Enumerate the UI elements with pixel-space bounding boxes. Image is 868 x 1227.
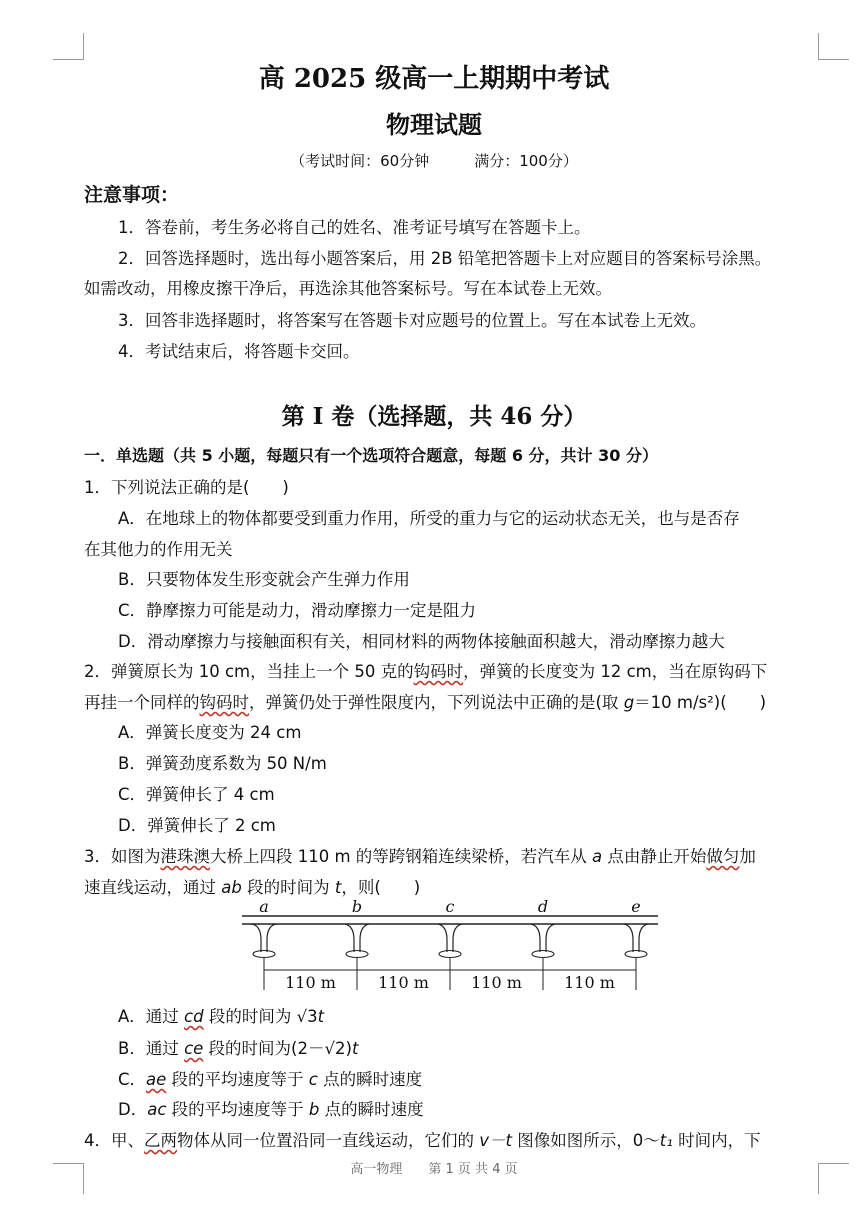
q2-stem bbox=[84, 658, 767, 682]
q1-option-a: A．在地球上的物体都要受到重力作用，所受的重力与它的运动状态无关，也与是否存 bbox=[118, 509, 740, 528]
q2-option-d: D．弹簧伸长了 2 cm bbox=[118, 816, 276, 835]
notice-heading: 注意事项： bbox=[84, 184, 180, 206]
q1-option-a-cont: 在其他力的作用无关 bbox=[84, 540, 233, 559]
q3-option-part: 段的平均速度等于 bbox=[166, 1100, 309, 1119]
q3-option-part: 段的平均速度等于 bbox=[166, 1070, 309, 1089]
q3-option-part: 段的时间为 √3 bbox=[203, 1007, 318, 1026]
section-title: 第 I 卷（选择题，共 46 分） bbox=[281, 403, 587, 430]
q1-option-b: B．只要物体发生形变就会产生弹力作用 bbox=[118, 570, 410, 589]
q3-stem bbox=[84, 843, 756, 867]
bridge-pier bbox=[438, 924, 462, 990]
q2-stem-part: ＝10 m/s²)( ) bbox=[634, 693, 767, 712]
section-subtitle: 一．单选题（共 5 小题，每题只有一个选项符合题意，每题 6 分，共计 30 分） bbox=[84, 446, 658, 465]
notice-item-2: 2．回答选择题时，选出每小题答案后，用 2B 铅笔把答题卡上对应题目的答案标号涂黑。 bbox=[118, 249, 772, 268]
bridge-point-label: a bbox=[259, 900, 269, 916]
q3-stem-part: 点由静止开始 bbox=[602, 847, 707, 866]
exam-info: （考试时间：60分钟 满分：100分） bbox=[290, 152, 578, 170]
q3-option-part: 点的瞬时速度 bbox=[317, 1070, 423, 1089]
crop-mark-top-right bbox=[818, 33, 849, 60]
q3-option-c bbox=[118, 1066, 422, 1090]
bridge-pier bbox=[531, 924, 555, 990]
q4-t1: t₁ bbox=[659, 1131, 673, 1150]
q3-segment-ab: ab bbox=[221, 878, 242, 897]
q1-stem: 1．下列说法正确的是( ) bbox=[84, 478, 289, 497]
q4-stem-part: 物体从同一位置沿同一直线运动，它们的 bbox=[177, 1131, 480, 1150]
q3-option-t: t bbox=[351, 1039, 359, 1058]
q2-stem-part: ，弹簧仍处于弹性限度内，下列说法中正确的是(取 bbox=[249, 693, 624, 712]
q2-option-c: C．弹簧伸长了 4 cm bbox=[118, 785, 275, 804]
bridge-point-label: d bbox=[537, 900, 549, 916]
q2-g-symbol: g bbox=[623, 693, 635, 712]
bridge-point-label: c bbox=[445, 900, 455, 916]
q2-stem-marked: 钩码时 bbox=[199, 693, 249, 712]
q3-option-part: B．通过 bbox=[118, 1039, 185, 1058]
q2-stem-cont bbox=[84, 689, 766, 713]
notice-item-3: 3．回答非选择题时，将答案写在答题卡对应题号的位置上。写在本试卷上无效。 bbox=[118, 311, 706, 330]
q3-stem-part: 大桥上四段 110 m 的等跨钢箱连续梁桥，若汽车从 bbox=[210, 847, 593, 866]
q1-option-c: C．静摩擦力可能是动力，滑动摩擦力一定是阻力 bbox=[118, 601, 477, 620]
q3-segment-cd: cd bbox=[184, 1007, 204, 1026]
span-length-label: 110 m bbox=[564, 973, 615, 992]
q3-stem-part: ，则( ) bbox=[341, 878, 421, 897]
q3-stem-marked: 港珠澳 bbox=[160, 847, 210, 866]
q2-option-a: A．弹簧长度变为 24 cm bbox=[118, 723, 302, 742]
q2-stem-part: 再挂一个同样的 bbox=[84, 693, 200, 712]
bridge-pier bbox=[252, 924, 276, 990]
q4-stem-part: 4．甲、 bbox=[84, 1131, 144, 1150]
q3-option-b bbox=[118, 1035, 358, 1059]
notice-item-4: 4．考试结束后，将答题卡交回。 bbox=[118, 342, 360, 361]
bridge-pier bbox=[345, 924, 369, 990]
q3-stem-part: 速直线运动，通过 bbox=[84, 878, 222, 897]
q3-option-t: t bbox=[317, 1007, 325, 1026]
q3-option-part: 段的时间为(2－√2) bbox=[203, 1039, 352, 1058]
bridge-pier bbox=[624, 924, 648, 990]
q2-stem-marked: 钩码时 bbox=[413, 662, 464, 681]
q2-stem-part: 2．弹簧原长为 10 cm，当挂上一个 50 克的 bbox=[84, 662, 414, 681]
q3-stem-marked: 做匀 bbox=[706, 847, 740, 866]
q3-point-a: a bbox=[592, 847, 603, 866]
q3-stem-part: 段的时间为 bbox=[241, 878, 335, 897]
q3-option-d bbox=[118, 1096, 424, 1120]
q3-segment-ac: ac bbox=[147, 1100, 167, 1119]
q3-time-t: t bbox=[334, 878, 342, 897]
q3-stem-part: 加 bbox=[739, 847, 756, 866]
q4-stem-part: 图像如图所示，0～ bbox=[511, 1131, 660, 1150]
exam-title: 高 2025 级高一上期期中考试 bbox=[258, 64, 610, 94]
crop-mark-top-left bbox=[53, 33, 84, 60]
q4-vt: v－t bbox=[479, 1131, 512, 1150]
q3-point-b: b bbox=[308, 1100, 320, 1119]
q4-stem bbox=[84, 1127, 761, 1151]
q3-option-part: D． bbox=[118, 1100, 148, 1119]
q4-stem-marked: 乙两 bbox=[144, 1131, 177, 1150]
q3-option-part: 点的瞬时速度 bbox=[319, 1100, 424, 1119]
subject-title: 物理试题 bbox=[386, 110, 482, 139]
q2-option-b: B．弹簧劲度系数为 50 N/m bbox=[118, 754, 327, 773]
notice-item-2-cont: 如需改动，用橡皮擦干净后，再选涂其他答案标号。写在本试卷上无效。 bbox=[84, 279, 612, 298]
q4-stem-part: 时间内，下 bbox=[672, 1131, 761, 1150]
q1-option-d: D．滑动摩擦力与接触面积有关，相同材料的两物体接触面积越大，滑动摩擦力越大 bbox=[118, 632, 725, 651]
page-footer: 高一物理 第 1 页 共 4 页 bbox=[350, 1162, 518, 1177]
q3-segment-ce: ce bbox=[184, 1039, 204, 1058]
span-length-label: 110 m bbox=[285, 973, 336, 992]
span-length-label: 110 m bbox=[471, 973, 522, 992]
q3-segment-ae: ae bbox=[146, 1070, 167, 1089]
q3-stem-part: 3．如图为 bbox=[84, 847, 161, 866]
span-length-label: 110 m bbox=[378, 973, 429, 992]
q3-stem-cont bbox=[84, 874, 420, 898]
q3-option-a bbox=[118, 1003, 324, 1027]
q3-option-part: C． bbox=[118, 1070, 147, 1089]
q3-option-part: A．通过 bbox=[118, 1007, 185, 1026]
bridge-point-label: b bbox=[351, 900, 363, 916]
bridge-figure bbox=[236, 900, 666, 998]
q3-point-c: c bbox=[308, 1070, 318, 1089]
notice-item-1: 1．答卷前，考生务必将自己的姓名、准考证号填写在答题卡上。 bbox=[118, 218, 591, 237]
q2-stem-part: ，弹簧的长度变为 12 cm，当在原钩码下 bbox=[463, 662, 768, 681]
bridge-point-label: e bbox=[631, 900, 641, 916]
